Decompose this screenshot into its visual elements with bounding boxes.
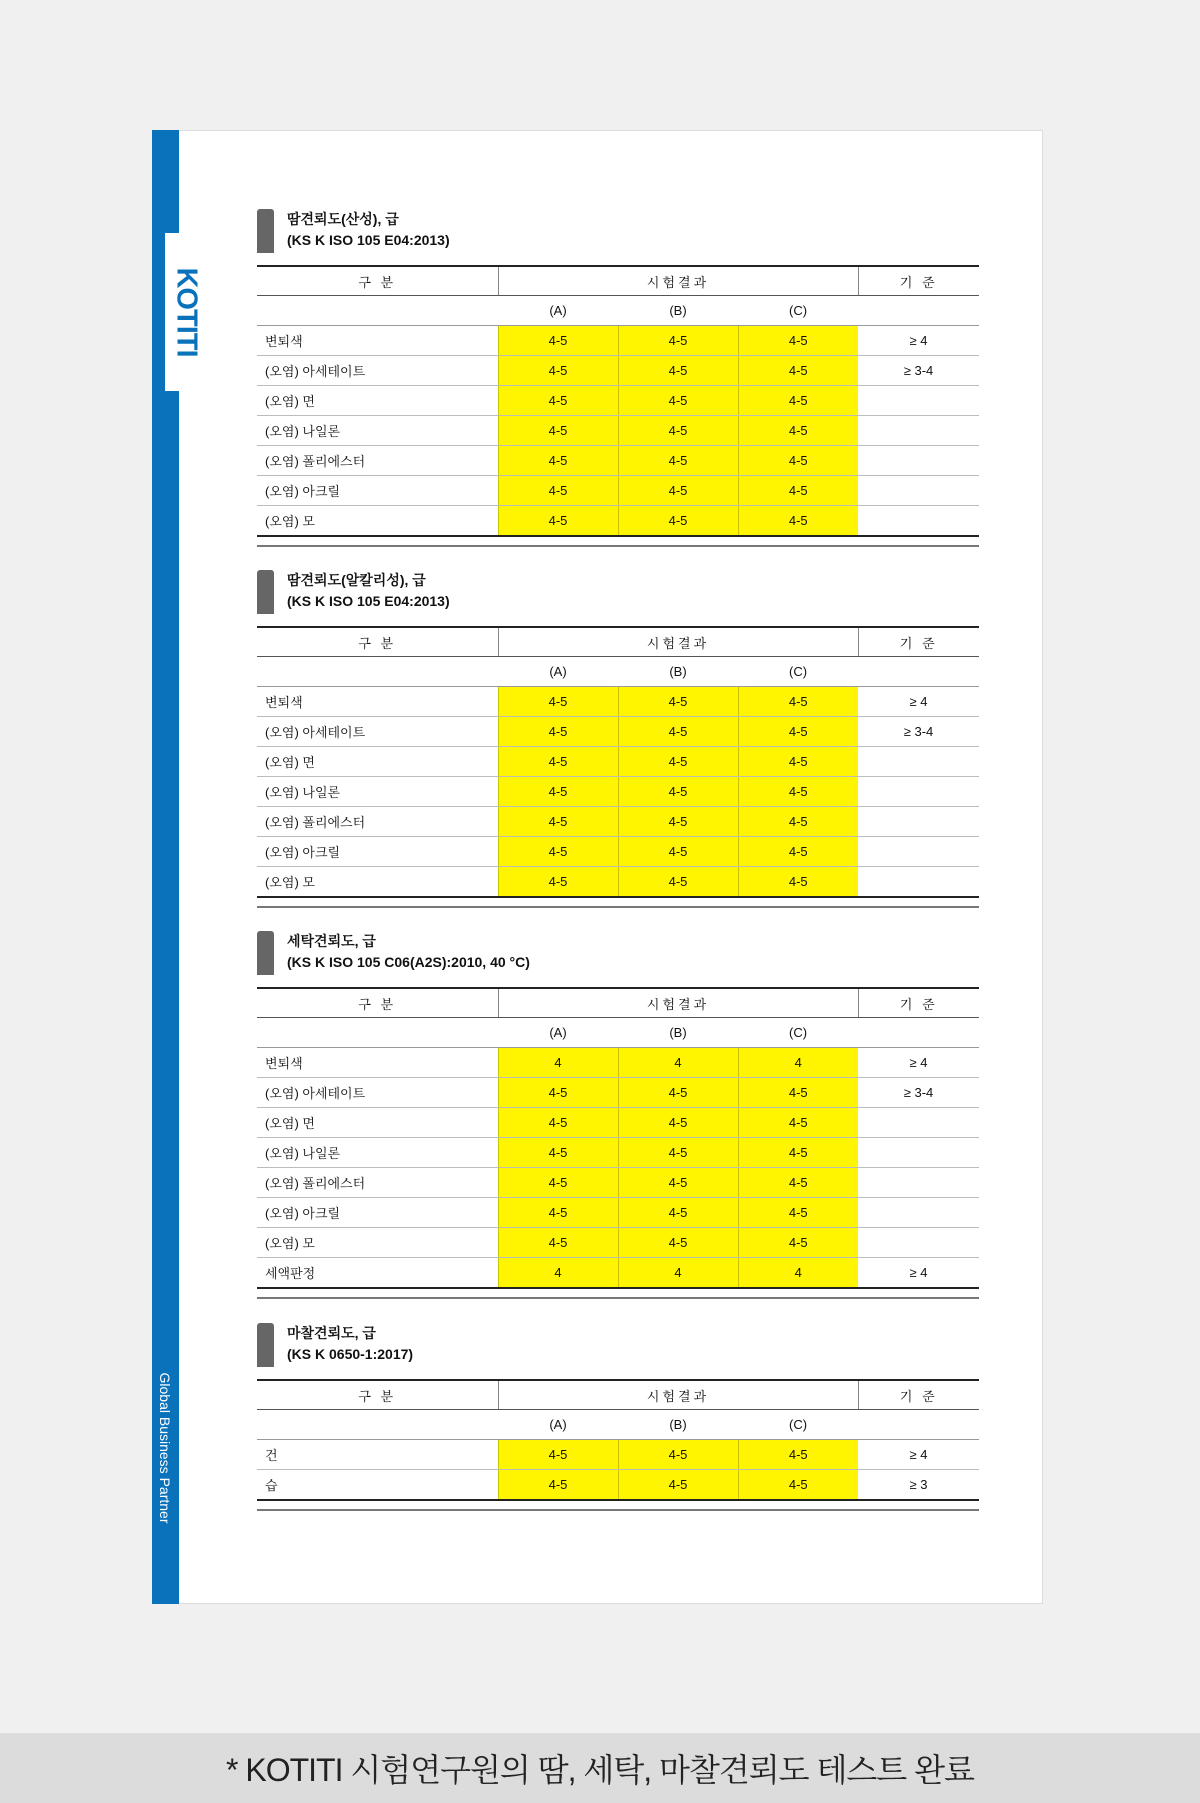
table-header-row bbox=[257, 988, 979, 1018]
result-a: 4-5 bbox=[498, 416, 618, 446]
table-row bbox=[257, 416, 979, 446]
result-c: 4-5 bbox=[738, 1078, 858, 1108]
section-marker bbox=[257, 209, 274, 253]
result-b: 4-5 bbox=[618, 777, 738, 807]
result-c: 4-5 bbox=[738, 837, 858, 867]
result-c: 4-5 bbox=[738, 1228, 858, 1258]
row-label: (오염) 아세테이트 bbox=[257, 1078, 498, 1108]
section-test-name: 세탁견뢰도, 급 bbox=[287, 933, 376, 949]
result-a: 4-5 bbox=[498, 1138, 618, 1168]
result-c: 4-5 bbox=[738, 326, 858, 356]
result-a: 4-5 bbox=[498, 747, 618, 777]
table-header-row bbox=[257, 1380, 979, 1410]
results-table bbox=[257, 987, 979, 1289]
result-b: 4-5 bbox=[618, 446, 738, 476]
result-b: 4-5 bbox=[618, 476, 738, 506]
criterion bbox=[858, 867, 979, 898]
result-a: 4-5 bbox=[498, 687, 618, 717]
table-row bbox=[257, 356, 979, 386]
section-standard: (KS K ISO 105 C06(A2S):2010, 40 °C) bbox=[287, 954, 530, 970]
table-row bbox=[257, 687, 979, 717]
criterion: ≥ 4 bbox=[858, 326, 979, 356]
result-b: 4-5 bbox=[618, 807, 738, 837]
row-label: 변퇴색 bbox=[257, 687, 498, 717]
empty-cell bbox=[257, 1410, 498, 1440]
row-label: (오염) 모 bbox=[257, 1228, 498, 1258]
table-row bbox=[257, 837, 979, 867]
table-row bbox=[257, 1108, 979, 1138]
sample-label: (B) bbox=[618, 1410, 738, 1440]
result-b: 4-5 bbox=[618, 506, 738, 537]
criterion bbox=[858, 837, 979, 867]
criterion: ≥ 3-4 bbox=[858, 717, 979, 747]
table-row bbox=[257, 1048, 979, 1078]
sample-header-row bbox=[257, 1410, 979, 1440]
sample-label: (B) bbox=[618, 1018, 738, 1048]
section-test-name: 땀견뢰도(알칼리성), 급 bbox=[287, 572, 426, 588]
test-section bbox=[257, 1323, 979, 1511]
row-label: (오염) 폴리에스터 bbox=[257, 1168, 498, 1198]
criterion: ≥ 3-4 bbox=[858, 356, 979, 386]
section-marker bbox=[257, 570, 274, 614]
section-title bbox=[287, 570, 450, 612]
criterion bbox=[858, 476, 979, 506]
table-row bbox=[257, 1138, 979, 1168]
result-b: 4-5 bbox=[618, 717, 738, 747]
sample-label: (C) bbox=[738, 1018, 858, 1048]
table-row bbox=[257, 506, 979, 537]
empty-cell bbox=[257, 657, 498, 687]
result-c: 4-5 bbox=[738, 1440, 858, 1470]
results-table bbox=[257, 265, 979, 537]
result-b: 4-5 bbox=[618, 837, 738, 867]
section-standard: (KS K ISO 105 E04:2013) bbox=[287, 232, 450, 248]
result-c: 4-5 bbox=[738, 747, 858, 777]
header-results: 시험결과 bbox=[498, 266, 858, 296]
sample-label: (A) bbox=[498, 296, 618, 326]
table-row bbox=[257, 1078, 979, 1108]
result-c: 4-5 bbox=[738, 476, 858, 506]
result-b: 4 bbox=[618, 1048, 738, 1078]
row-label: (오염) 나일론 bbox=[257, 777, 498, 807]
results-table bbox=[257, 626, 979, 898]
result-b: 4-5 bbox=[618, 356, 738, 386]
table-header-row bbox=[257, 266, 979, 296]
table-row bbox=[257, 446, 979, 476]
header-criteria: 기 준 bbox=[858, 627, 979, 657]
criterion: ≥ 4 bbox=[858, 1258, 979, 1289]
section-marker bbox=[257, 1323, 274, 1367]
table-row bbox=[257, 717, 979, 747]
header-results: 시험결과 bbox=[498, 627, 858, 657]
sample-label: (A) bbox=[498, 657, 618, 687]
result-b: 4-5 bbox=[618, 1440, 738, 1470]
result-c: 4-5 bbox=[738, 356, 858, 386]
header-results: 시험결과 bbox=[498, 988, 858, 1018]
result-c: 4-5 bbox=[738, 506, 858, 537]
empty-cell bbox=[858, 296, 979, 326]
result-b: 4-5 bbox=[618, 867, 738, 898]
row-label: 건 bbox=[257, 1440, 498, 1470]
result-a: 4-5 bbox=[498, 326, 618, 356]
result-a: 4-5 bbox=[498, 807, 618, 837]
empty-cell bbox=[858, 1018, 979, 1048]
result-c: 4-5 bbox=[738, 777, 858, 807]
test-section bbox=[257, 570, 979, 908]
table-header-row bbox=[257, 627, 979, 657]
result-b: 4-5 bbox=[618, 1198, 738, 1228]
result-c: 4-5 bbox=[738, 1198, 858, 1228]
brand-tagline: Global Business Partner bbox=[157, 1372, 173, 1524]
result-c: 4-5 bbox=[738, 867, 858, 898]
criterion: ≥ 4 bbox=[858, 687, 979, 717]
row-label: (오염) 아세테이트 bbox=[257, 717, 498, 747]
criterion bbox=[858, 1108, 979, 1138]
section-title bbox=[287, 1323, 413, 1365]
table-row bbox=[257, 1198, 979, 1228]
table-row bbox=[257, 867, 979, 898]
kotiti-logo: KOTITI bbox=[170, 267, 203, 357]
row-label: (오염) 아크릴 bbox=[257, 1198, 498, 1228]
criterion bbox=[858, 807, 979, 837]
row-label: (오염) 나일론 bbox=[257, 416, 498, 446]
criterion bbox=[858, 446, 979, 476]
section-test-name: 땀견뢰도(산성), 급 bbox=[287, 211, 399, 227]
criterion: ≥ 3 bbox=[858, 1470, 979, 1501]
section-title bbox=[287, 209, 450, 251]
criterion: ≥ 4 bbox=[858, 1048, 979, 1078]
row-label: (오염) 면 bbox=[257, 1108, 498, 1138]
result-a: 4-5 bbox=[498, 1168, 618, 1198]
result-a: 4-5 bbox=[498, 476, 618, 506]
result-a: 4-5 bbox=[498, 1440, 618, 1470]
criterion bbox=[858, 416, 979, 446]
result-a: 4-5 bbox=[498, 1470, 618, 1501]
table-row bbox=[257, 1168, 979, 1198]
result-b: 4-5 bbox=[618, 416, 738, 446]
result-c: 4-5 bbox=[738, 687, 858, 717]
result-c: 4-5 bbox=[738, 1138, 858, 1168]
result-c: 4 bbox=[738, 1048, 858, 1078]
criterion: ≥ 4 bbox=[858, 1440, 979, 1470]
result-a: 4-5 bbox=[498, 386, 618, 416]
section-header bbox=[257, 209, 979, 265]
section-header bbox=[257, 1323, 979, 1379]
empty-cell bbox=[858, 657, 979, 687]
section-end-rule bbox=[257, 1506, 979, 1511]
result-a: 4-5 bbox=[498, 1228, 618, 1258]
result-a: 4-5 bbox=[498, 717, 618, 747]
row-label: (오염) 나일론 bbox=[257, 1138, 498, 1168]
section-header bbox=[257, 570, 979, 626]
row-label: (오염) 아크릴 bbox=[257, 837, 498, 867]
header-category: 구 분 bbox=[257, 266, 498, 296]
section-standard: (KS K ISO 105 E04:2013) bbox=[287, 593, 450, 609]
result-c: 4 bbox=[738, 1258, 858, 1289]
result-b: 4 bbox=[618, 1258, 738, 1289]
empty-cell bbox=[858, 1410, 979, 1440]
section-end-rule bbox=[257, 1294, 979, 1299]
empty-cell bbox=[257, 296, 498, 326]
result-b: 4-5 bbox=[618, 747, 738, 777]
table-row bbox=[257, 1470, 979, 1501]
sample-label: (C) bbox=[738, 296, 858, 326]
test-section bbox=[257, 209, 979, 547]
criterion bbox=[858, 1168, 979, 1198]
section-end-rule bbox=[257, 903, 979, 908]
result-b: 4-5 bbox=[618, 1228, 738, 1258]
row-label: 습 bbox=[257, 1470, 498, 1501]
section-marker bbox=[257, 931, 274, 975]
result-a: 4-5 bbox=[498, 867, 618, 898]
section-header bbox=[257, 931, 979, 987]
row-label: (오염) 면 bbox=[257, 747, 498, 777]
section-standard: (KS K 0650-1:2017) bbox=[287, 1346, 414, 1362]
header-category: 구 분 bbox=[257, 988, 498, 1018]
result-c: 4-5 bbox=[738, 717, 858, 747]
header-category: 구 분 bbox=[257, 1380, 498, 1410]
result-c: 4-5 bbox=[738, 807, 858, 837]
test-section bbox=[257, 931, 979, 1299]
result-c: 4-5 bbox=[738, 1470, 858, 1501]
row-label: (오염) 모 bbox=[257, 506, 498, 537]
sample-label: (B) bbox=[618, 657, 738, 687]
result-c: 4-5 bbox=[738, 446, 858, 476]
result-c: 4-5 bbox=[738, 416, 858, 446]
sample-label: (A) bbox=[498, 1018, 618, 1048]
criterion bbox=[858, 386, 979, 416]
result-a: 4-5 bbox=[498, 777, 618, 807]
criterion bbox=[858, 777, 979, 807]
criterion bbox=[858, 506, 979, 537]
section-end-rule bbox=[257, 542, 979, 547]
header-criteria: 기 준 bbox=[858, 266, 979, 296]
result-a: 4-5 bbox=[498, 356, 618, 386]
result-a: 4 bbox=[498, 1048, 618, 1078]
sample-header-row bbox=[257, 296, 979, 326]
result-a: 4-5 bbox=[498, 446, 618, 476]
result-c: 4-5 bbox=[738, 386, 858, 416]
result-b: 4-5 bbox=[618, 687, 738, 717]
result-a: 4-5 bbox=[498, 837, 618, 867]
result-c: 4-5 bbox=[738, 1168, 858, 1198]
row-label: (오염) 폴리에스터 bbox=[257, 446, 498, 476]
result-a: 4 bbox=[498, 1258, 618, 1289]
header-criteria: 기 준 bbox=[858, 1380, 979, 1410]
result-a: 4-5 bbox=[498, 1198, 618, 1228]
sample-header-row bbox=[257, 1018, 979, 1048]
result-a: 4-5 bbox=[498, 1078, 618, 1108]
result-a: 4-5 bbox=[498, 1108, 618, 1138]
page-caption: * KOTITI 시험연구원의 땀, 세탁, 마찰견뢰도 테스트 완료 bbox=[226, 1752, 974, 1788]
results-table bbox=[257, 1379, 979, 1501]
table-row bbox=[257, 476, 979, 506]
result-b: 4-5 bbox=[618, 326, 738, 356]
result-b: 4-5 bbox=[618, 386, 738, 416]
criterion bbox=[858, 1228, 979, 1258]
header-results: 시험결과 bbox=[498, 1380, 858, 1410]
result-a: 4-5 bbox=[498, 506, 618, 537]
empty-cell bbox=[257, 1018, 498, 1048]
section-test-name: 마찰견뢰도, 급 bbox=[287, 1325, 376, 1341]
result-c: 4-5 bbox=[738, 1108, 858, 1138]
table-row bbox=[257, 386, 979, 416]
table-row bbox=[257, 747, 979, 777]
table-row bbox=[257, 777, 979, 807]
sample-label: (B) bbox=[618, 296, 738, 326]
criterion bbox=[858, 1198, 979, 1228]
row-label: 세액판정 bbox=[257, 1258, 498, 1289]
row-label: (오염) 아크릴 bbox=[257, 476, 498, 506]
table-row bbox=[257, 1440, 979, 1470]
result-b: 4-5 bbox=[618, 1138, 738, 1168]
criterion bbox=[858, 747, 979, 777]
sample-label: (C) bbox=[738, 657, 858, 687]
row-label: (오염) 아세테이트 bbox=[257, 356, 498, 386]
row-label: (오염) 모 bbox=[257, 867, 498, 898]
table-row bbox=[257, 326, 979, 356]
result-b: 4-5 bbox=[618, 1078, 738, 1108]
result-b: 4-5 bbox=[618, 1168, 738, 1198]
header-criteria: 기 준 bbox=[858, 988, 979, 1018]
sample-label: (A) bbox=[498, 1410, 618, 1440]
result-b: 4-5 bbox=[618, 1470, 738, 1501]
table-row bbox=[257, 1228, 979, 1258]
row-label: (오염) 폴리에스터 bbox=[257, 807, 498, 837]
criterion: ≥ 3-4 bbox=[858, 1078, 979, 1108]
criterion bbox=[858, 1138, 979, 1168]
row-label: 변퇴색 bbox=[257, 1048, 498, 1078]
row-label: 변퇴색 bbox=[257, 326, 498, 356]
row-label: (오염) 면 bbox=[257, 386, 498, 416]
sample-label: (C) bbox=[738, 1410, 858, 1440]
result-b: 4-5 bbox=[618, 1108, 738, 1138]
table-row bbox=[257, 1258, 979, 1289]
sample-header-row bbox=[257, 657, 979, 687]
table-row bbox=[257, 807, 979, 837]
header-category: 구 분 bbox=[257, 627, 498, 657]
section-title bbox=[287, 931, 530, 973]
